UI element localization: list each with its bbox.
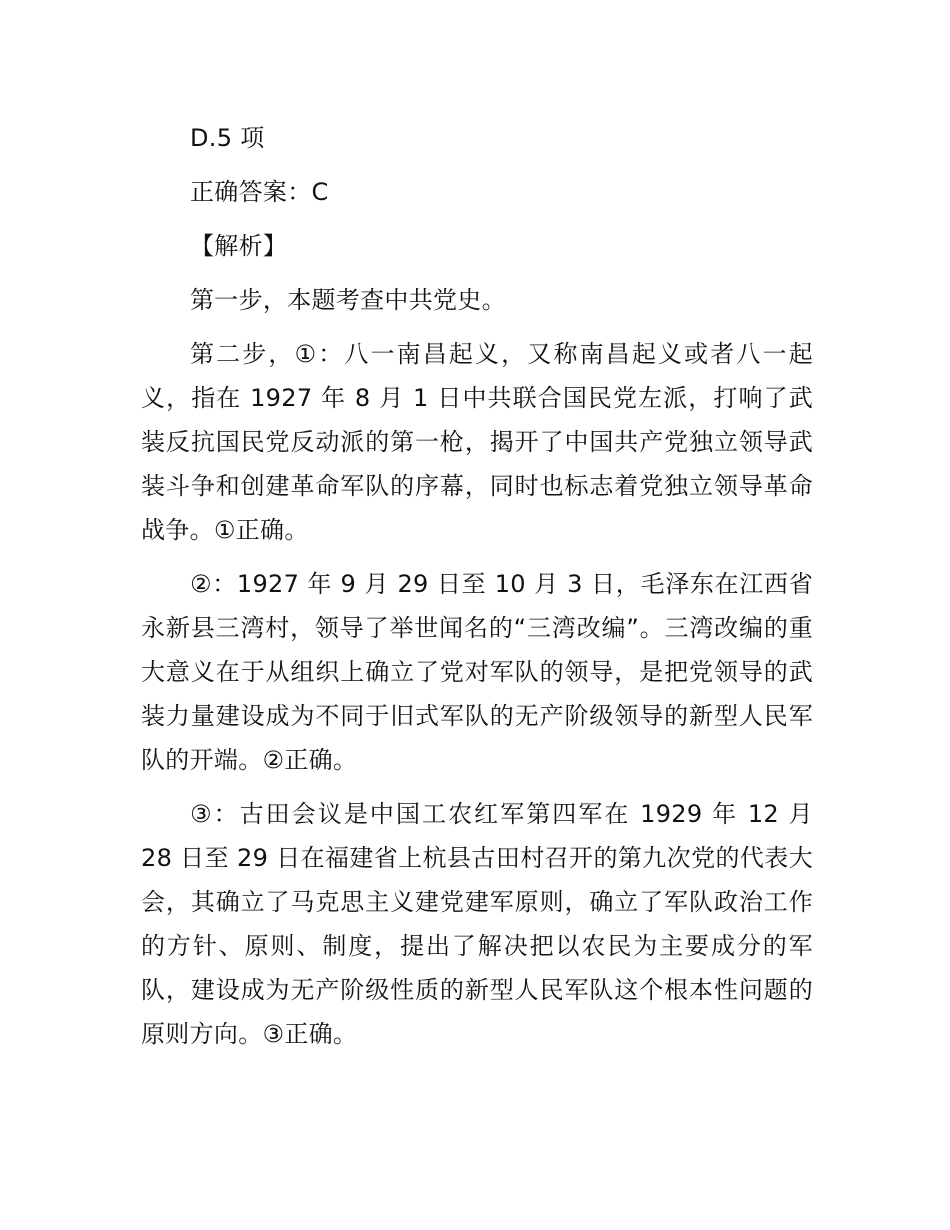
- analysis-item-2: ②：1927 年 9 月 29 日至 10 月 3 日，毛泽东在江西省永新县三湾村，领导了举世闻名的“三湾改编”。三湾改编的重大意义在于从组织上确立了党对军队的领导，是把党领导的武装力量建设成为不同于旧式军队的无产阶级领导的新型人民军队的开端。②正确。: [141, 570, 813, 774]
- analysis-step-2-item-1: 第二步，①：八一南昌起义，又称南昌起义或者八一起义，指在 1927 年 8 月 1 日中共联合国民党左派，打响了武装反抗国民党反动派的第一枪，揭开了中国共产党独立领导武装斗争和创建革命军队的序幕，同时也标志着党独立领导革命战争。①正确。: [141, 340, 813, 544]
- analysis-heading: 【解析】: [190, 232, 288, 260]
- analysis-step-1: 第一步，本题考查中共党史。: [190, 286, 506, 314]
- document-body: [141, 116, 813, 1066]
- option-d: D.5 项: [190, 124, 265, 152]
- correct-answer: 正确答案：C: [190, 178, 329, 206]
- analysis-item-3: ③：古田会议是中国工农红军第四军在 1929 年 12 月 28 日至 29 日在福建省上杭县古田村召开的第九次党的代表大会，其确立了马克思主义建党建军原则，确立了军队政治工作的方针、原则、制度，提出了解决把以农民为主要成分的军队，建设成为无产阶级性质的新型人民军队这个根本性问题的原则方向。③正确。: [141, 800, 813, 1048]
